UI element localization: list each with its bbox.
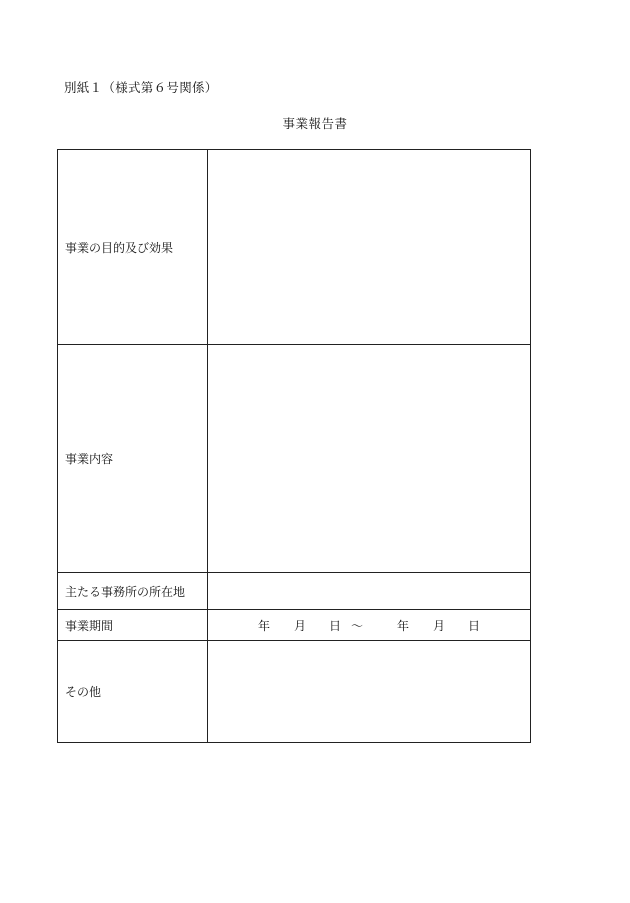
end-year-unit: 年 — [397, 618, 410, 633]
start-day-unit: 日 — [329, 618, 342, 633]
other-label: その他 — [58, 641, 208, 743]
start-month-unit: 月 — [294, 618, 307, 633]
period-date-range — [208, 617, 530, 634]
office-value-cell[interactable] — [208, 573, 531, 610]
table-row-purpose — [58, 150, 531, 345]
end-day-unit: 日 — [468, 618, 481, 633]
purpose-value-cell[interactable] — [208, 150, 531, 345]
table-row-content — [58, 345, 531, 573]
purpose-label: 事業の目的及び効果 — [58, 150, 208, 345]
table-row-other — [58, 641, 531, 743]
document-title: 事業報告書 — [282, 116, 348, 131]
attachment-note: 別紙１（様式第６号関係） — [64, 80, 218, 95]
other-value-cell[interactable] — [208, 641, 531, 743]
table-row-office — [58, 573, 531, 610]
business-report-table — [57, 149, 531, 743]
content-label: 事業内容 — [58, 345, 208, 573]
content-value-cell[interactable] — [208, 345, 531, 573]
end-month-unit: 月 — [433, 618, 446, 633]
range-separator: 〜 — [351, 618, 364, 633]
period-label: 事業期間 — [58, 610, 208, 641]
period-value-cell[interactable] — [208, 610, 531, 641]
start-year-unit: 年 — [258, 618, 271, 633]
office-label: 主たる事務所の所在地 — [58, 573, 208, 610]
table-row-period — [58, 610, 531, 641]
